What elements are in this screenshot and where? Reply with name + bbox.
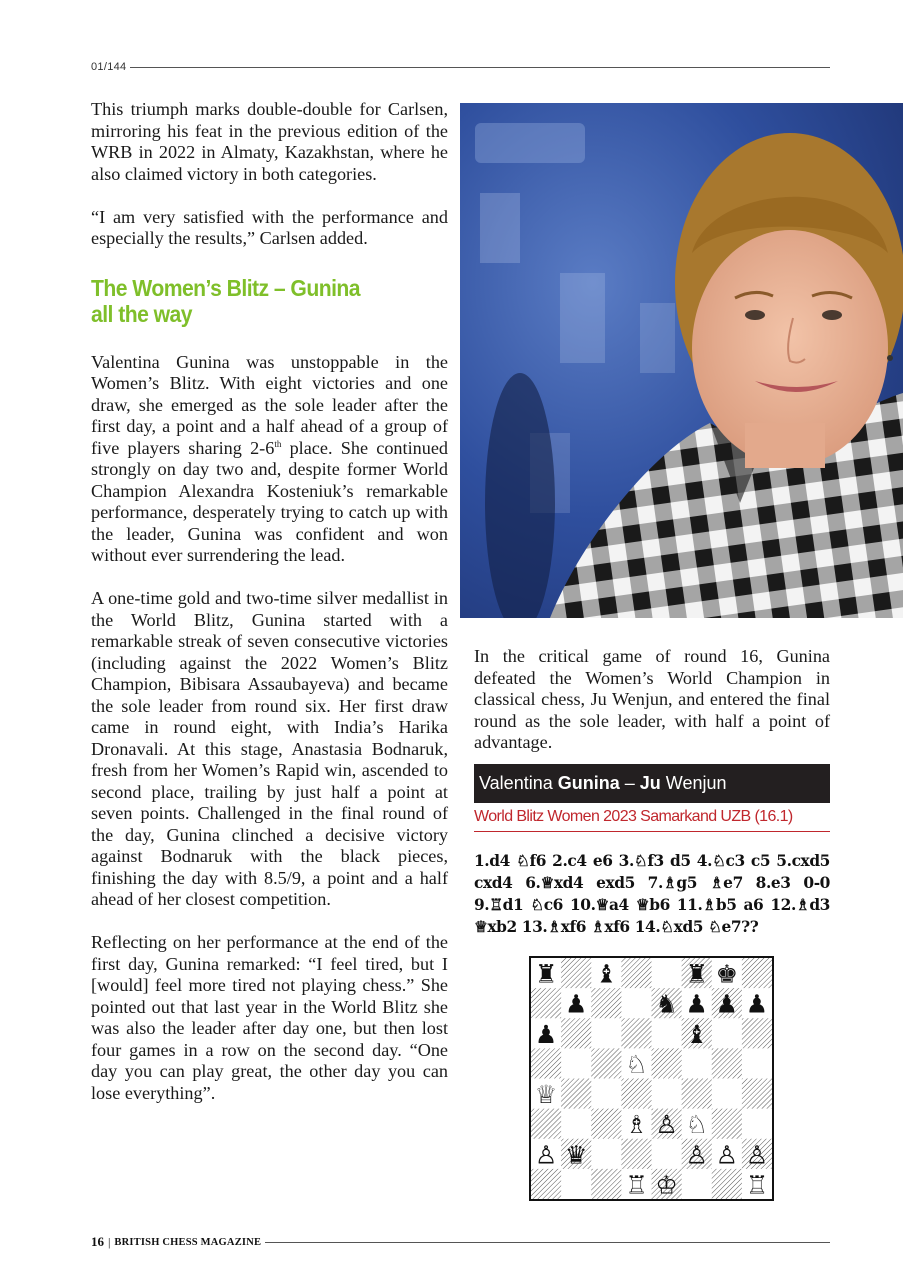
- board-square-d7: [621, 988, 652, 1019]
- black-pawn-g7: ♟: [715, 989, 739, 1019]
- p3-text-b: place. She continued strongly on day two and, despite former World Champion Alexandra Kosteniuk’s remarkable performance, desperately trying to catch up with the leader, Gunina was confident and won without ever surrendering the lead.: [91, 437, 448, 565]
- board-square-h3: [742, 1109, 772, 1140]
- board-square-g3: [712, 1109, 743, 1140]
- board-square-g5: [712, 1048, 743, 1079]
- paragraph-gunina-reflection: Reflecting on her performance at the end of the first day, Gunina remarked: “I feel tired, but I [would] feel more tired not playing chess.” She pointed out that last year in the World Blitz she was also the leader after day one, but then lost four games in a row on the second day. “One day you can play great, the other day you can lose everything”.: [91, 932, 448, 1103]
- game-moves: 1.d4 ♘f6 2.c4 e6 3.♘f3 d5 4.♘c3 c5 5.cxd5 cxd4 6.♕xd4 exd5 7.♗g5 ♗e7 8.e3 0-0 9.♖d1 ♘c6 10.♕a4 ♕b6 11.♗b5 a6 12.♗d3 ♕xb2 13.♗xf6 ♗xf6 14.♘xd5 ♘e7??: [474, 852, 830, 936]
- gunina-photo: [460, 103, 903, 618]
- paragraph-gunina-unstoppable: [91, 352, 448, 567]
- white-pawn-e3: ♙: [655, 1110, 678, 1140]
- black-knight-e7: ♞: [655, 989, 678, 1019]
- game-title-bar: [474, 764, 830, 803]
- black-bishop-f6: ♝: [685, 1019, 708, 1049]
- paragraph-carlsen-triumph: This triumph marks double-double for Carlsen, mirroring his feat in the previous edition of the WRB in 2022 in Almaty, Kazakhstan, where he also claimed victory in both categories.: [91, 99, 448, 184]
- white-bishop-d3: ♗: [625, 1110, 648, 1140]
- board-square-b8: [561, 958, 592, 989]
- footer-rule: [265, 1242, 830, 1243]
- board-square-e5: [652, 1048, 683, 1079]
- white-pawn-a2: ♙: [534, 1140, 558, 1170]
- white-king-e1: ♔: [655, 1170, 678, 1199]
- right-column: [474, 646, 830, 754]
- board-square-h6: [742, 1018, 772, 1049]
- board-square-b3: [561, 1109, 592, 1140]
- black-last-name: Ju: [639, 773, 661, 793]
- game-event: World Blitz Women 2023 Samarkand UZB (16.1): [474, 808, 830, 832]
- board-square-b6: [561, 1018, 592, 1049]
- board-square-b5: [561, 1048, 592, 1079]
- board-square-h5: [742, 1048, 772, 1079]
- white-first-name: Valentina: [479, 773, 553, 793]
- board-square-e4: [652, 1079, 683, 1110]
- page-counter: 01/144: [91, 61, 127, 73]
- board-square-c4: [591, 1079, 622, 1110]
- heading-line-2: all the way: [91, 300, 192, 327]
- board-square-a3: [531, 1109, 562, 1140]
- white-rook-h1: ♖: [745, 1170, 769, 1199]
- heading-line-1: The Women’s Blitz – Gunina: [91, 274, 360, 301]
- board-square-g6: [712, 1018, 743, 1049]
- black-queen-b2: ♛: [564, 1140, 588, 1170]
- black-pawn-f7: ♟: [685, 989, 708, 1019]
- board-square-e2: [652, 1139, 683, 1170]
- board-square-g4: [712, 1079, 743, 1110]
- black-king-g8: ♚: [715, 959, 739, 989]
- white-last-name: Gunina: [557, 773, 620, 793]
- black-bishop-c8: ♝: [595, 959, 618, 989]
- board-square-g1: [712, 1169, 743, 1199]
- black-pawn-h7: ♟: [745, 989, 769, 1019]
- black-pawn-b7: ♟: [564, 989, 588, 1019]
- section-heading: [91, 275, 419, 327]
- board-square-c2: [591, 1139, 622, 1170]
- board-square-b4: [561, 1079, 592, 1110]
- ordinal-suffix: th: [274, 438, 282, 449]
- board-square-c1: [591, 1169, 622, 1199]
- page-footer: [91, 1233, 830, 1251]
- board-square-f1: [682, 1169, 713, 1199]
- board-square-d2: [621, 1139, 652, 1170]
- white-queen-a4: ♕: [534, 1080, 558, 1110]
- board-square-e6: [652, 1018, 683, 1049]
- white-pawn-h2: ♙: [745, 1140, 769, 1170]
- board-square-c5: [591, 1048, 622, 1079]
- white-knight-d5: ♘: [625, 1049, 648, 1079]
- paragraph-carlsen-quote: “I am very satisfied with the performance and especially the results,” Carlsen added.: [91, 206, 448, 248]
- left-column: [91, 99, 448, 1104]
- board-square-c6: [591, 1018, 622, 1049]
- white-pawn-g2: ♙: [715, 1140, 739, 1170]
- white-knight-f3: ♘: [685, 1110, 708, 1140]
- board-square-h4: [742, 1079, 772, 1110]
- board-square-a1: [531, 1169, 562, 1199]
- white-rook-d1: ♖: [625, 1170, 648, 1199]
- header-rule: [130, 67, 830, 68]
- board-square-d8: [621, 958, 652, 989]
- board-square-f5: [682, 1048, 713, 1079]
- black-pawn-a6: ♟: [534, 1019, 558, 1049]
- board-square-e8: [652, 958, 683, 989]
- board-square-a7: [531, 988, 562, 1019]
- page-number: 16: [91, 1234, 104, 1249]
- black-rook-f8: ♜: [685, 959, 708, 989]
- page-header: [91, 58, 830, 76]
- board-square-d4: [621, 1079, 652, 1110]
- paragraph-critical-game: In the critical game of round 16, Gunina defeated the Women’s World Champion in classical chess, Ju Wenjun, and entered the final round as the sole leader, with half a point of advantage.: [474, 646, 830, 752]
- footer-separator: |: [108, 1234, 111, 1249]
- paragraph-gunina-streak: A one-time gold and two-time silver medallist in the World Blitz, Gunina started with a remarkable streak of seven consecutive victories (including against the 2022 Women’s Blitz Champion, Bibisara Assaubayeva) and became the sole leader from round six. Her first draw came in round eight, with India’s Harika Dronavali. At this stage, Anastasia Bodnaruk, fresh from her Women’s Rapid win, ascended to second place, trailing by just half a point at seven points. Challenged in the final round of the day, Gunina clinched a decisive victory against Bodnaruk with the black pieces, finishing the day with 8.5/9, a point and a half ahead of her closest competition.: [91, 588, 448, 909]
- black-first-name: Wenjun: [665, 773, 727, 793]
- board-square-c3: [591, 1109, 622, 1140]
- game-dash: –: [619, 773, 640, 793]
- chess-diagram: [529, 956, 774, 1201]
- board-square-a5: [531, 1048, 562, 1079]
- board-square-d6: [621, 1018, 652, 1049]
- black-rook-a8: ♜: [534, 959, 558, 989]
- white-pawn-f2: ♙: [685, 1140, 708, 1170]
- board-square-f4: [682, 1079, 713, 1110]
- magazine-name: BRITISH CHESS MAGAZINE: [114, 1236, 262, 1248]
- board-square-b1: [561, 1169, 592, 1199]
- p3-text-a: Valentina Gunina was unstoppable in the Women’s Blitz. With eight victories and one draw, she emerged as the sole leader after the first day, a point and a half ahead of a group of five players sharing 2-6: [91, 351, 448, 458]
- board-square-c7: [591, 988, 622, 1019]
- board-square-h8: [742, 958, 772, 989]
